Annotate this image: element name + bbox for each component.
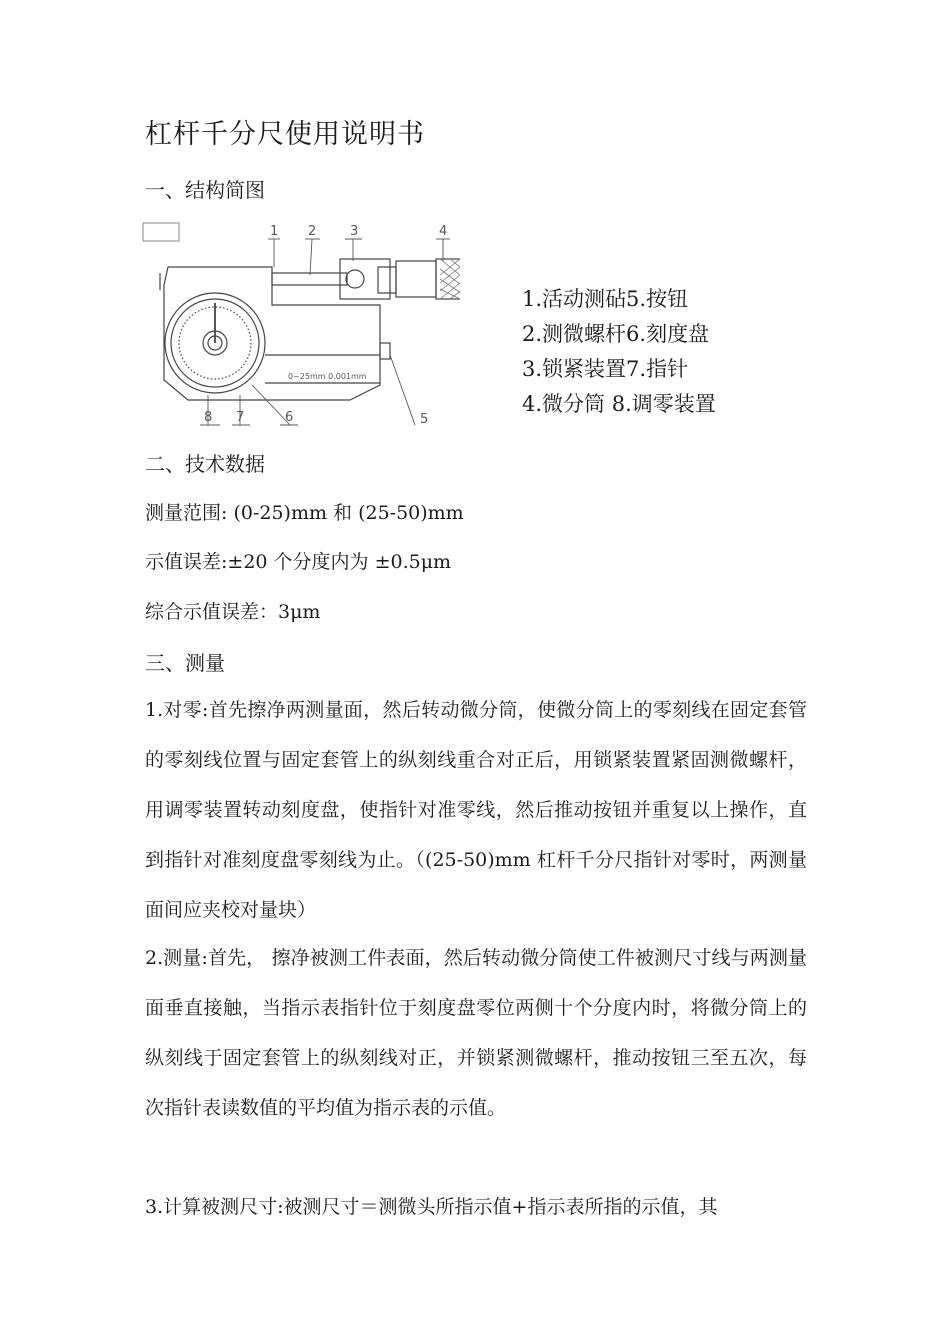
spec-indication-error: 示值误差:±20 个分度内为 ±0.5μm: [145, 551, 452, 573]
micrometer-diagram: [140, 215, 460, 435]
spec-combined-error: 综合示值误差：3μm: [145, 601, 321, 623]
paragraph-zeroing: 1.对零:首先擦净两测量面，然后转动微分筒，使微分筒上的零刻线在固定套管的零刻线位置与固定套管上的纵刻线重合对正后，用锁紧装置紧固测微螺杆，用调零装置转动刻度盘，使指针对准零线，然后推动按钮并重复以上操作，直到指针对准刻度盘零刻线为止。（(25-50)mm 杠杆千分尺指针对零时，两测量面间应夹校对量块）: [145, 699, 807, 921]
parts-legend: [522, 282, 716, 422]
legend-item: 3.锁紧装置7.指针: [522, 357, 689, 381]
callout-1: 1: [270, 224, 279, 239]
paragraph-calculation: 3.计算被测尺寸:被测尺寸＝测微头所指示值+指示表所指的示值，其: [145, 1196, 718, 1218]
document-title: 杠杆千分尺使用说明书: [145, 119, 425, 150]
callout-6: 6: [285, 410, 294, 425]
callout-5: 5: [420, 412, 429, 427]
section-heading-measurement: 三、测量: [145, 651, 225, 675]
callout-3: 3: [350, 224, 359, 239]
scale-marking: 0~25mm 0.001mm: [288, 372, 367, 381]
spec-measurement-range: 测量范围: (0-25)mm 和 (25-50)mm: [145, 502, 464, 524]
callout-2: 2: [308, 224, 317, 239]
callout-4: 4: [439, 224, 448, 239]
paragraph-measuring: 2.测量:首先， 擦净被测工件表面，然后转动微分筒使工件被测尺寸线与两测量面垂直接触，当指示表指针位于刻度盘零位两侧十个分度内时，将微分筒上的纵刻线于固定套管上的纵刻线对正，并锁紧测微螺杆，推动按钮三至五次，每次指针表读数值的平均值为指示表的示值。: [145, 947, 807, 1119]
legend-item: 1.活动测砧5.按钮: [522, 287, 689, 311]
legend-item: 2.测微螺杆6.刻度盘: [522, 322, 710, 346]
callout-8: 8: [204, 410, 213, 425]
legend-item: 4.微分筒 8.调零装置: [522, 392, 716, 416]
section-heading-specs: 二、技术数据: [145, 452, 265, 476]
section-heading-structure: 一、结构简图: [145, 178, 265, 202]
callout-7: 7: [236, 410, 245, 425]
